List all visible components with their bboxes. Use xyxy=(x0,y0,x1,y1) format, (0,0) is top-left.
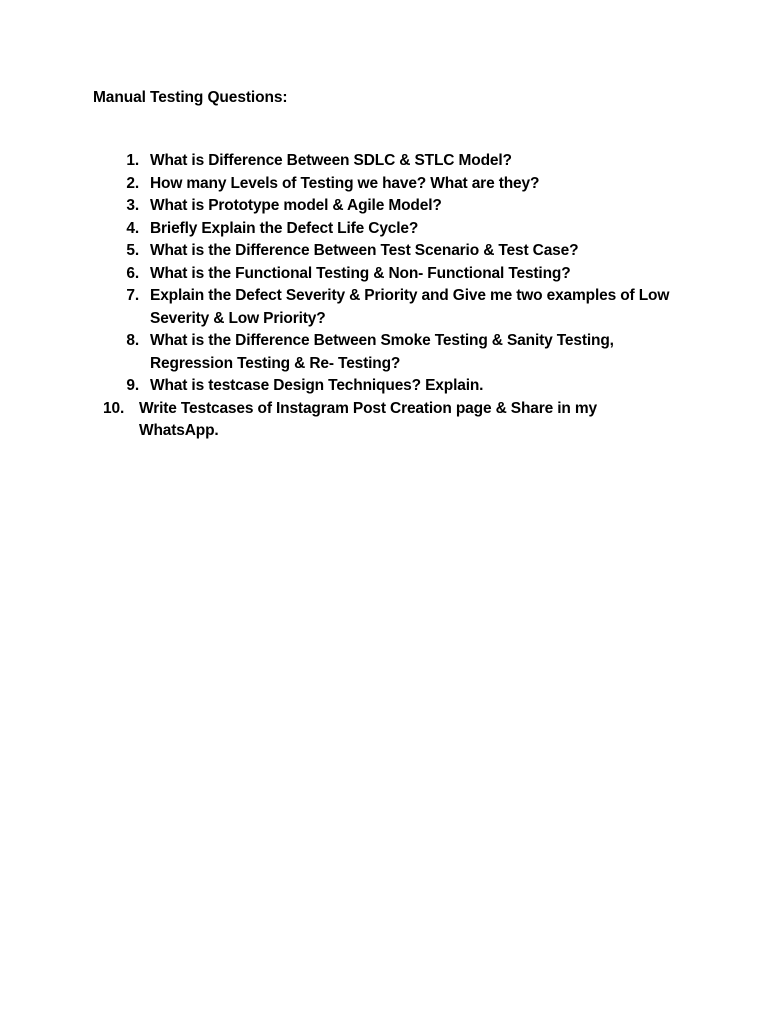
list-item-text: Briefly Explain the Defect Life Cycle? xyxy=(150,219,419,237)
list-item xyxy=(110,150,670,173)
list-item-number: 4. xyxy=(126,219,139,237)
list-item xyxy=(103,398,670,443)
list-item-number: 10. xyxy=(103,399,125,417)
list-item-text: Write Testcases of Instagram Post Creation page & Share in my WhatsApp. xyxy=(139,399,597,439)
list-item-number: 2. xyxy=(126,174,139,192)
list-item xyxy=(110,330,670,375)
list-item-text: What is Prototype model & Agile Model? xyxy=(150,197,442,214)
list-item-text: What is the Difference Between Smoke Testing & Sanity Testing, Regression Testing & Re- Testing? xyxy=(150,332,614,372)
list-item-text: What is testcase Design Techniques? Explain. xyxy=(150,377,484,394)
list-item-number: 5. xyxy=(126,242,139,259)
list-item xyxy=(110,173,670,196)
list-item-text: How many Levels of Testing we have? What are they? xyxy=(150,174,540,192)
document-title: Manual Testing Questions: xyxy=(93,89,288,106)
list-item-number: 8. xyxy=(126,332,139,349)
list-item-number: 7. xyxy=(126,287,139,304)
list-item-number: 3. xyxy=(126,197,139,214)
list-item xyxy=(110,240,670,263)
list-item-text: What is the Functional Testing & Non- Functional Testing? xyxy=(150,264,571,282)
list-item-number: 1. xyxy=(126,152,139,169)
list-item-text: What is the Difference Between Test Scenario & Test Case? xyxy=(150,242,579,259)
list-item-number: 6. xyxy=(126,264,139,282)
list-item xyxy=(110,375,670,398)
list-item xyxy=(110,263,670,286)
list-item-number: 9. xyxy=(126,377,139,394)
list-item xyxy=(110,195,670,218)
question-list xyxy=(103,150,670,443)
list-item xyxy=(110,218,670,241)
list-item-text: What is Difference Between SDLC & STLC Model? xyxy=(150,152,512,169)
list-item-text: Explain the Defect Severity & Priority and Give me two examples of Low Severity & Low Priority? xyxy=(150,287,670,327)
list-item xyxy=(110,285,670,330)
